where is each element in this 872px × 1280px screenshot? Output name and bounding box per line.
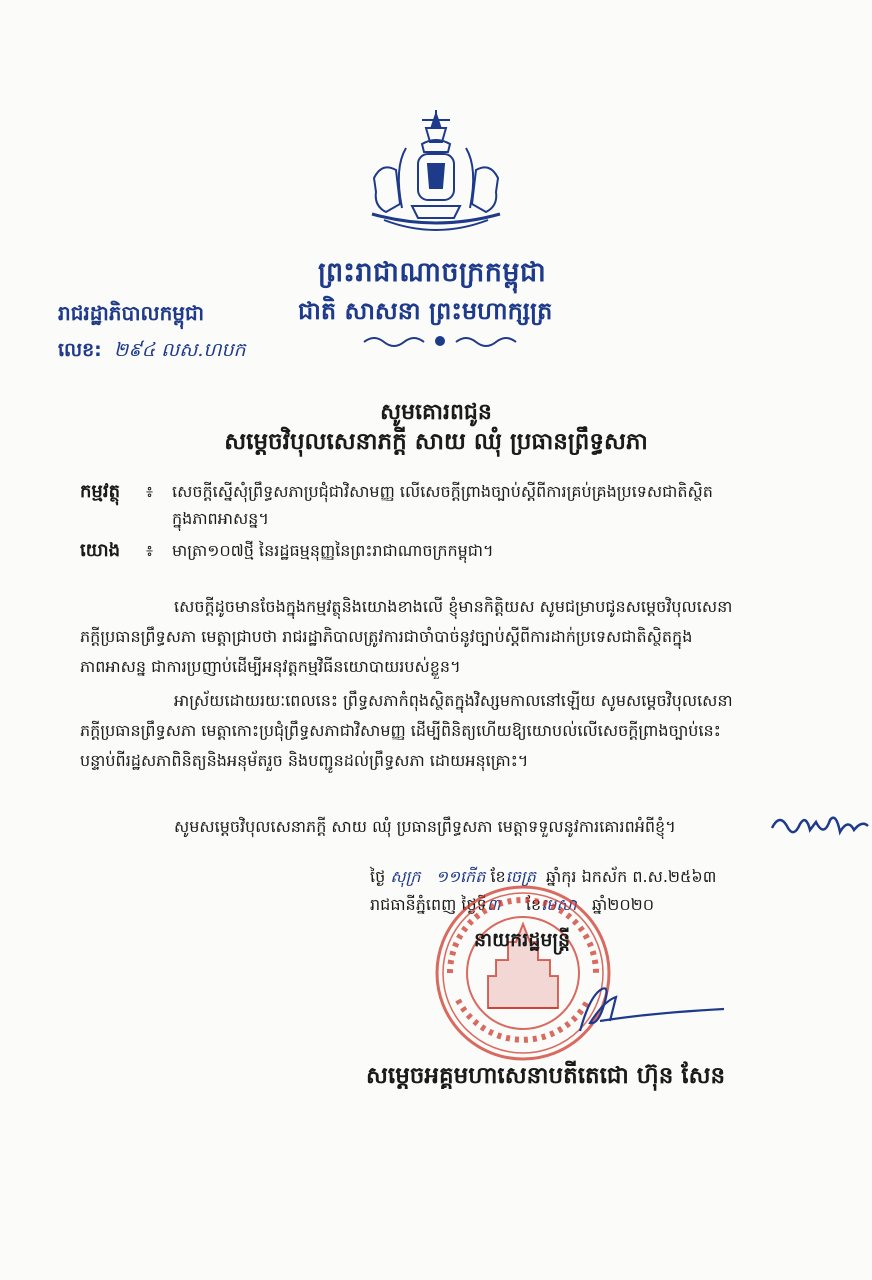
subject-colon: ៖ xyxy=(146,482,154,501)
document-number-value: ២៩៤ ​លស.​ហបក xyxy=(113,339,246,361)
national-motto: ជាតិ សាសនា ព្រះមហាក្សត្រ xyxy=(298,297,553,325)
handwritten-signature-icon xyxy=(560,975,730,1045)
royal-coat-of-arms-icon xyxy=(362,108,510,248)
body-paragraph-2 xyxy=(80,686,820,776)
subject-text: សេចក្តីស្នើសុំព្រឹទ្ធសភាប្រជុំជាវិសាមញ្ញ លើសេចក្តីព្រាងច្បាប់ស្តីពីការគ្រប់គ្រងប្រទេសជាតិស្ថិត xyxy=(172,482,713,501)
solar-day: ៣ xyxy=(486,895,501,914)
reference-colon: ៖ xyxy=(146,541,154,560)
reference-row xyxy=(80,538,494,565)
paragraph-line: ភក្តីប្រធានព្រឹទ្ធសភា មេត្តាកោះប្រជុំព្រឹទ្ធសភាជាវិសាមញ្ញ ដើម្បីពិនិត្យហើយឱ្យយោបល់លើសេចក្តីព្រាងច្បាប់នេះ xyxy=(80,721,721,740)
lunar-day: សុក្រ xyxy=(390,867,421,886)
lunar-month: ចេត្រ xyxy=(505,867,536,886)
handwritten-initials-icon xyxy=(770,808,870,842)
reference-label: យោង xyxy=(80,540,120,561)
solar-year: ឆ្នាំ២០២០ xyxy=(591,895,655,914)
document-number-label: លេខ: xyxy=(58,339,102,361)
reference-text: មាត្រា១០៧ថ្មី នៃរដ្ឋធម្មនុញ្ញនៃព្រះរាជាណាចក្រកម្ពុជា។ xyxy=(172,541,494,560)
solar-date-prefix: រាជធានីភ្នំពេញ ថ្ងៃទី xyxy=(370,895,487,914)
salutation: សូមគោរពជូន xyxy=(380,400,492,425)
paragraph-line: ភក្តីប្រធានព្រឹទ្ធសភា មេត្តាជ្រាបថា រាជរដ្ឋាភិបាលត្រូវការជាចាំបាច់នូវច្បាប់ស្តីពីការដាក់ប្រទេសជាតិស្ថិតក្នុង xyxy=(80,627,693,646)
lunar-date: ១១កើត xyxy=(435,867,486,886)
closing-paragraph xyxy=(80,812,820,842)
signer-name: សម្តេចអគ្គមហាសេនាបតីតេជោ ហ៊ុន សែន xyxy=(366,1063,726,1089)
paragraph-line: អាស្រ័យដោយរយៈពេលនេះ ព្រឹទ្ធសភាកំពុងស្ថិតក្នុងវិស្សមកាលនៅឡើយ សូមសម្តេចវិបុលសេនា xyxy=(174,691,733,710)
solar-month: មេសា xyxy=(541,895,577,914)
paragraph-line: សូមសម្តេចវិបុលសេនាភក្តី សាយ ឈុំ ប្រធានព្រឹទ្ធសភា មេត្តាទទួលនូវការគោរពអំពីខ្ញុំ។ xyxy=(174,817,676,836)
subject-label: កម្មវត្ថុ xyxy=(80,481,120,502)
subject-row xyxy=(80,479,713,506)
lunar-day-prefix: ថ្ងៃ xyxy=(370,867,386,886)
body-paragraph-1 xyxy=(80,592,820,682)
government-name: រាជរដ្ឋាភិបាលកម្ពុជា xyxy=(58,301,204,325)
lunar-month-prefix: ខែ xyxy=(490,867,506,886)
paragraph-line: សេចក្តីដូចមានចែងក្នុងកម្មវត្ថុនិងយោងខាងលើ ខ្ញុំមានកិត្តិយស សូមជម្រាបជូនសម្តេចវិបុលសេនា xyxy=(174,597,733,616)
recipient: សម្តេចវិបុលសេនាភក្តី សាយ ឈុំ ប្រធានព្រឹទ្ធសភា xyxy=(224,429,648,455)
decorative-divider-icon xyxy=(360,332,520,350)
paragraph-line: បន្ទាប់ពីរដ្ឋសភាពិនិត្យនិងអនុម័តរួច និងបញ្ជូនដល់ព្រឹទ្ធសភា ដោយអនុគ្រោះ។ xyxy=(80,751,529,770)
signatory-title: នាយករដ្ឋមន្ត្រី xyxy=(474,929,571,951)
lunar-year: ឆ្នាំកុរ ឯកស័ក ព.ស.២៥៦៣ xyxy=(546,867,717,886)
subject-text-continued: ក្នុងភាពអាសន្ន។ xyxy=(172,509,269,528)
kingdom-title: ព្រះរាជាណាចក្រកម្ពុជា xyxy=(318,257,547,288)
solar-month-prefix: ខែ xyxy=(525,895,542,914)
document-number xyxy=(58,338,246,366)
paragraph-line: ភាពអាសន្ន ជាការប្រញាប់ដើម្បីអនុវត្តកម្មវិធីនយោបាយរបស់ខ្លួន។ xyxy=(80,657,461,676)
